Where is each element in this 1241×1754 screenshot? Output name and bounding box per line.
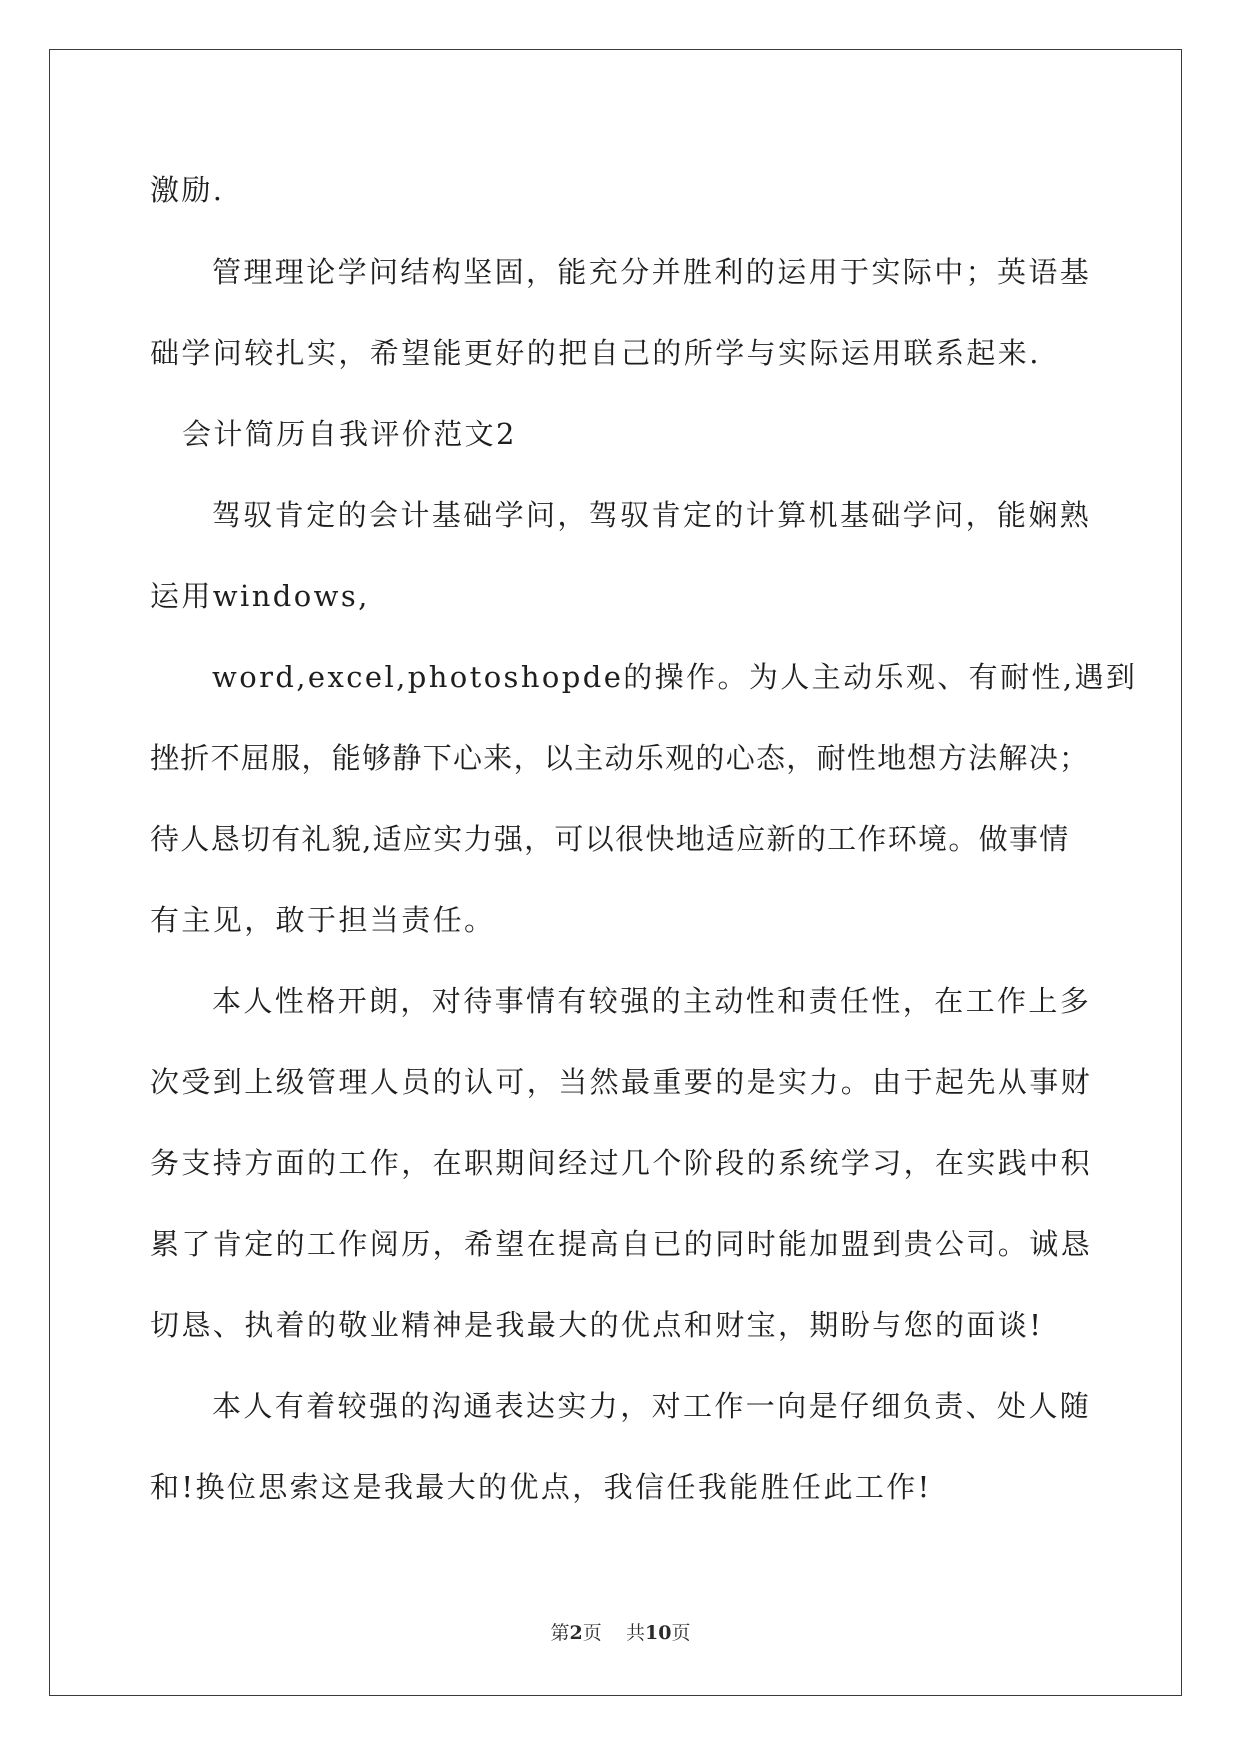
paragraph-line: 务支持方面的工作，在职期间经过几个阶段的系统学习，在实践中积 xyxy=(150,1146,1093,1180)
paragraph-line: 本人性格开朗，对待事情有较强的主动性和责任性，在工作上多 xyxy=(212,984,1092,1018)
paragraph-line: 管理理论学问结构坚固，能充分并胜利的运用于实际中；英语基 xyxy=(212,255,1092,289)
paragraph-line: 有主见，敢于担当责任。 xyxy=(150,903,496,937)
paragraph-line: 础学问较扎实，希望能更好的把自己的所学与实际运用联系起来. xyxy=(150,336,1041,370)
paragraph-line: 挫折不屈服，能够静下心来，以主动乐观的心态，耐性地想方法解决； xyxy=(150,741,1090,775)
paragraph-line: 切恳、执着的敬业精神是我最大的优点和财宝，期盼与您的面谈! xyxy=(150,1308,1044,1342)
current-page-number: 2 xyxy=(569,1622,583,1644)
footer-prefix: 第 xyxy=(550,1622,570,1644)
paragraph-line: 运用windows, xyxy=(150,579,370,613)
paragraph-line: 本人有着较强的沟通表达实力，对工作一向是仔细负责、处人随 xyxy=(212,1389,1092,1423)
paragraph-line: 累了肯定的工作阅历，希望在提高自已的同时能加盟到贵公司。诚恳 xyxy=(150,1227,1093,1261)
page-border xyxy=(49,49,1182,1696)
footer-total-unit: 页 xyxy=(671,1622,691,1644)
paragraph-line: 待人恳切有礼貌,适应实力强，可以很快地适应新的工作环境。做事情 xyxy=(150,822,1070,856)
paragraph-line: 和!换位思索这是我最大的优点，我信任我能胜任此工作! xyxy=(150,1470,932,1504)
footer-page-unit: 页 xyxy=(582,1622,602,1644)
paragraph-line: word,excel,photoshopde的操作。为人主动乐观、有耐性,遇到 xyxy=(212,660,1138,694)
paragraph-line: 激励. xyxy=(150,173,225,207)
page-footer xyxy=(0,1618,1241,1645)
paragraph-line: 驾驭肯定的会计基础学问，驾驭肯定的计算机基础学问，能娴熟 xyxy=(212,498,1092,532)
paragraph-line: 次受到上级管理人员的认可，当然最重要的是实力。由于起先从事财 xyxy=(150,1065,1093,1099)
footer-total-prefix: 共 xyxy=(625,1622,645,1644)
total-pages-number: 10 xyxy=(644,1622,672,1644)
section-heading: 会计简历自我评价范文2 xyxy=(182,417,517,451)
